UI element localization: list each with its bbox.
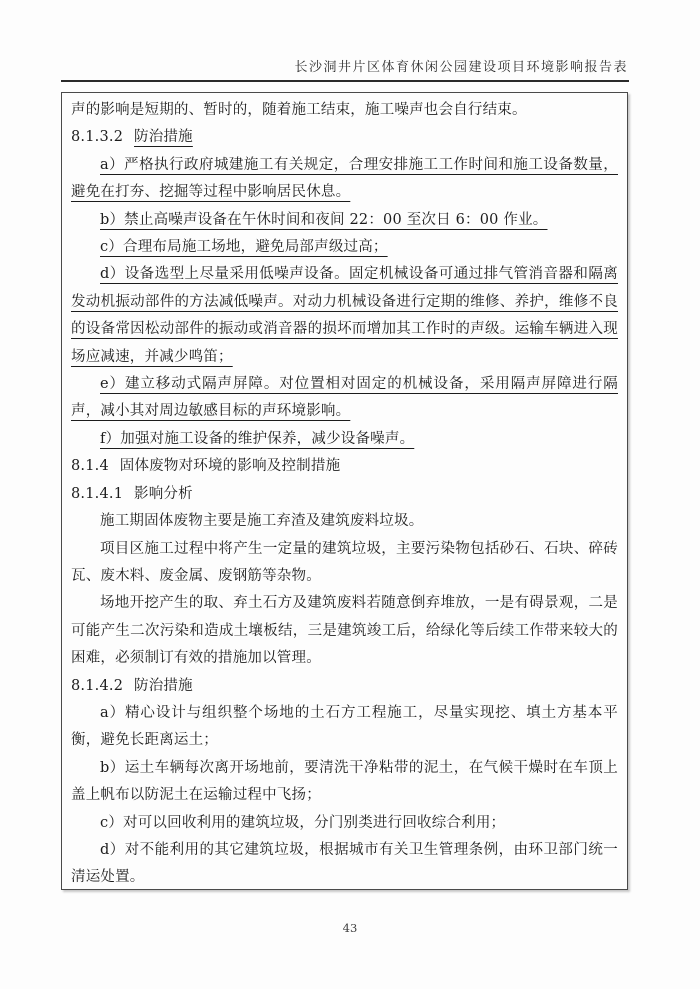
measure-item-b2: b）运土车辆每次离开场地前，要清洗干净粘带的泥土，在气候干燥时在车顶上盖上帆布以防泥土在运输过程中飞扬； bbox=[71, 759, 618, 804]
page-footer bbox=[0, 921, 700, 935]
header-title: 长沙洞井片区体育休闲公园建设项目环境影响报告表 bbox=[294, 60, 628, 75]
section-number: 8.1.4.2 bbox=[71, 677, 124, 694]
paragraph: 施工期固体废物主要是施工弃渣及建筑废料垃圾。 bbox=[100, 513, 424, 530]
measure-item-f: f）加强对施工设备的维护保养，减少设备噪声。 bbox=[100, 430, 415, 447]
section-number: 8.1.3.2 bbox=[71, 129, 124, 146]
paragraph-continuation: 声的影响是短期的、暂时的，随着施工结束，施工噪声也会自行结束。 bbox=[71, 102, 527, 118]
paragraph: 场地开挖产生的取、弃土石方及建筑废料若随意倒弃堆放，一是有碍景观，二是可能产生二次污染和造成土壤板结，三是建筑竣工后，给绿化等后续工作带来较大的困难，必须制订有效的措施加以管理。 bbox=[71, 595, 618, 667]
content-box bbox=[61, 92, 628, 890]
header-rule bbox=[61, 80, 629, 82]
measure-item-a2: a）精心设计与组织整个场地的土石方工程施工，尽量实现挖、填土方基本平衡，避免长距离运土； bbox=[71, 704, 618, 749]
section-title: 影响分析 bbox=[134, 485, 193, 502]
section-title: 固体废物对环境的影响及控制措施 bbox=[119, 458, 341, 475]
measure-item-b: b）禁止高噪声设备在午休时间和夜间 22：00 至次日 6：00 作业。 bbox=[100, 211, 548, 228]
section-heading-8-1-4-2 bbox=[71, 673, 618, 700]
measure-item-c2: c）对可以回收利用的建筑垃圾，分门别类进行回收综合利用； bbox=[100, 814, 506, 831]
section-title: 防治措施 bbox=[134, 129, 193, 146]
measure-item-d: d）设备选型上尽量采用低噪声设备。固定机械设备可通过排气管消音器和隔离发动机振动部件的方法减低噪声。对动力机械设备进行定期的维修、养护，维修不良的设备常因松动部件的振动或消音器的损坏而增加其工作时的声级。运输车辆进入现场应减速，并减少鸣笛； bbox=[71, 266, 618, 365]
section-heading-8-1-4 bbox=[71, 453, 618, 480]
paragraph: 项目区施工过程中将产生一定量的建筑垃圾，主要污染物包括砂石、石块、碎砖瓦、废木料、废金属、废钢筋等杂物。 bbox=[71, 540, 618, 584]
measure-item-c: c）合理布局施工场地，避免局部声级过高； bbox=[100, 239, 388, 256]
section-title: 防治措施 bbox=[134, 677, 193, 694]
measure-item-a: a）严格执行政府城建施工有关规定，合理安排施工工作时间和施工设备数量，避免在打夯、挖掘等过程中影响居民休息。 bbox=[71, 156, 618, 201]
section-number: 8.1.4 bbox=[71, 458, 109, 475]
measure-item-e: e）建立移动式隔声屏障。对位置相对固定的机械设备，采用隔声屏障进行隔声，减小其对周边敏感目标的声环境影响。 bbox=[71, 376, 618, 420]
section-heading-8-1-4-1 bbox=[71, 481, 618, 508]
section-number: 8.1.4.1 bbox=[71, 485, 124, 502]
section-heading-8-1-3-2 bbox=[71, 124, 618, 151]
page-number: 43 bbox=[342, 921, 358, 935]
measure-item-d2: d）对不能利用的其它建筑垃圾，根据城市有关卫生管理条例，由环卫部门统一清运处置。 bbox=[71, 841, 618, 886]
